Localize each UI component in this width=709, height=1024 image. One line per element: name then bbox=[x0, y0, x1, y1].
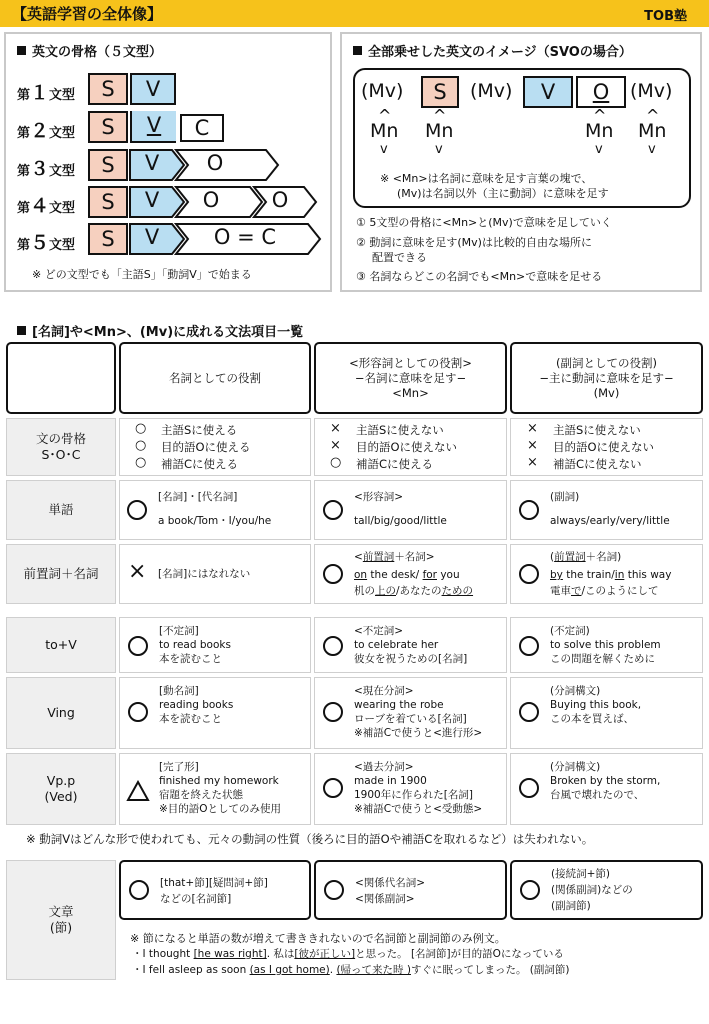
caret-up-icon: ^ bbox=[593, 106, 607, 125]
t: . bbox=[329, 964, 337, 976]
word-adv-b: always/early/very/little bbox=[550, 515, 670, 527]
soc-label: 文の骨格 bbox=[35, 431, 86, 446]
header-adj-l1: <形容詞としての役割> bbox=[349, 355, 472, 370]
caret-up-icon: ^ bbox=[433, 106, 447, 125]
pattern-label-part: １ bbox=[30, 82, 50, 104]
soc-mark: ○ bbox=[135, 421, 147, 436]
caret-down-icon: v bbox=[380, 142, 388, 157]
o-box-text: O bbox=[592, 80, 610, 104]
pattern-label-part: 文型 bbox=[49, 88, 76, 103]
t: this way bbox=[624, 569, 672, 581]
t: (帰って来た時 ) bbox=[336, 964, 411, 976]
soc-text: 補語Cに使えない bbox=[553, 457, 642, 471]
row-label-ving bbox=[6, 677, 116, 749]
cell-line: to solve this problem bbox=[550, 639, 661, 651]
soc-mark: × bbox=[527, 455, 538, 470]
t: ・I thought bbox=[132, 948, 194, 960]
cell-line: [不定詞] bbox=[159, 625, 199, 637]
clause-example-2 bbox=[132, 962, 570, 977]
t: [he was right] bbox=[193, 948, 267, 960]
t: . 私は bbox=[266, 948, 295, 960]
bullet-square-icon bbox=[17, 326, 26, 335]
pattern-v-text: V bbox=[144, 151, 160, 175]
pattern-label-part: 第 bbox=[17, 201, 31, 216]
soc-text: 補語Cに使える bbox=[161, 457, 239, 471]
page-title: 【英語学習の全体像】 bbox=[12, 5, 163, 23]
point-2: ② 動詞に意味を足す(Mv)は比較的自由な場所に bbox=[356, 236, 592, 249]
word-noun-b: a book/Tom・I/you/he bbox=[158, 515, 272, 527]
pattern-label-part: 第 bbox=[17, 88, 31, 103]
circle-mark-icon bbox=[323, 778, 343, 798]
pattern-v-text: V bbox=[146, 113, 162, 137]
circle-mark-icon bbox=[519, 636, 539, 656]
pattern-label-part: 第 bbox=[17, 126, 31, 141]
t: /このようにして bbox=[581, 585, 659, 597]
brand-label: TOB塾 bbox=[644, 9, 687, 24]
t: /あなたの bbox=[396, 585, 442, 597]
t: ＋名詞) bbox=[585, 551, 622, 563]
pattern-label-part: ２ bbox=[30, 120, 50, 142]
t: 机の bbox=[354, 585, 375, 597]
soc-text: 主語Sに使えない bbox=[553, 423, 641, 437]
pattern-v-box: V bbox=[130, 73, 176, 105]
cell-line: [動名詞] bbox=[159, 685, 199, 697]
word-adj-a: <形容詞> bbox=[354, 491, 404, 503]
t: ための bbox=[441, 585, 474, 597]
circle-mark-icon bbox=[129, 880, 149, 900]
pattern-s-box: S bbox=[88, 223, 128, 255]
circle-mark-icon bbox=[519, 500, 539, 520]
cell-line: <現在分詞> bbox=[354, 685, 414, 697]
point-2b: 配置できる bbox=[372, 251, 427, 264]
s-box: S bbox=[421, 76, 459, 108]
t: と思った。 [名詞節]が目的語Oになっている bbox=[355, 948, 564, 960]
cell-line: finished my homework bbox=[159, 775, 279, 787]
prep-noun-text: [名詞]にはなれない bbox=[158, 568, 251, 580]
t: the desk/ bbox=[367, 569, 423, 581]
table-title-text: [名詞]や<Mn>、(Mv)に成れる文法項目一覧 bbox=[32, 325, 304, 340]
svo-title bbox=[353, 41, 632, 60]
triangle-path bbox=[128, 782, 148, 800]
triangle-mark-icon bbox=[126, 780, 150, 802]
bullet-square-icon bbox=[353, 46, 362, 55]
clause-adv-3: (副詞節) bbox=[551, 900, 591, 912]
circle-mark-icon bbox=[323, 564, 343, 584]
cell-line: made in 1900 bbox=[354, 775, 427, 787]
cell-line: ローブを着ている[名詞] bbox=[354, 713, 467, 725]
svo-note-2: (Mv)は名詞以外（主に動詞）に意味を足す bbox=[397, 187, 609, 200]
mv-left: (Mv) bbox=[361, 80, 404, 102]
ving-label: Ving bbox=[47, 705, 75, 720]
soc-mark: × bbox=[330, 421, 341, 436]
pattern-label-part: 第 bbox=[17, 164, 31, 179]
clause-example-1 bbox=[132, 946, 564, 961]
word-adj-b: tall/big/good/little bbox=[354, 515, 447, 527]
clause-note: ※ 節になると単語の数が増えて書ききれないので名詞節と副詞節のみ例文。 bbox=[130, 932, 506, 945]
cell-line: 本を読むこと bbox=[159, 713, 222, 725]
circle-mark-icon bbox=[519, 778, 539, 798]
prep-adv-b bbox=[550, 568, 671, 582]
vpp-label2: (Ved) bbox=[44, 789, 78, 804]
header-adj-l2: −名詞に意味を足す− bbox=[354, 370, 467, 385]
circle-mark-icon bbox=[519, 564, 539, 584]
t: ＋名詞> bbox=[394, 551, 435, 563]
pattern-label-part: 文型 bbox=[49, 201, 76, 216]
five-patterns-title bbox=[17, 41, 162, 60]
pattern-v-text: V bbox=[144, 225, 160, 249]
cell-line: ※補語Cで使うと<進行形> bbox=[354, 727, 483, 739]
five-patterns-title-text: 英文の骨格（５文型） bbox=[32, 45, 163, 60]
mv-middle: (Mv) bbox=[470, 80, 513, 102]
header-adv bbox=[510, 342, 703, 414]
table-title bbox=[17, 321, 303, 340]
caret-down-icon: v bbox=[595, 142, 603, 157]
caret-up-icon: ^ bbox=[378, 106, 392, 125]
pattern-oc-text: O = C bbox=[213, 225, 277, 249]
cell-line: (分詞構文) bbox=[550, 761, 601, 773]
cell-line: この問題を解くために bbox=[550, 653, 655, 665]
circle-mark-icon bbox=[128, 636, 148, 656]
mn-label-2: Mn bbox=[425, 120, 454, 142]
cell-line: (不定詞) bbox=[550, 625, 590, 637]
t: for bbox=[422, 569, 437, 581]
cell-line: [完了形] bbox=[159, 761, 199, 773]
pattern-s-box: S bbox=[88, 186, 128, 218]
o-box bbox=[576, 76, 626, 108]
cell-line: Buying this book, bbox=[550, 699, 642, 711]
cell-line: 宿題を終えた状態 bbox=[159, 789, 243, 801]
cell-line: ※目的語Oとしてのみ使用 bbox=[159, 803, 282, 815]
header-adv-l1: (副詞としての役割) bbox=[556, 355, 657, 370]
soc-mark: × bbox=[330, 438, 341, 453]
soc-text: 目的語Oに使えない bbox=[356, 440, 458, 454]
soc-text: 補語Cに使える bbox=[356, 457, 434, 471]
circle-mark-icon bbox=[127, 500, 147, 520]
word-noun-cell bbox=[119, 480, 311, 540]
pattern-label-part: ５ bbox=[30, 232, 50, 254]
t: ・I fell asleep as soon bbox=[132, 964, 250, 976]
header-noun-text: 名詞としての役割 bbox=[169, 370, 261, 385]
caret-down-icon: v bbox=[435, 142, 443, 157]
pattern-c-box: C bbox=[180, 114, 224, 142]
row-label-tov bbox=[6, 617, 116, 673]
pattern-o2-text: O bbox=[271, 188, 289, 212]
soc-mark: × bbox=[527, 438, 538, 453]
cell-line: to celebrate her bbox=[354, 639, 439, 651]
cell-line: この本を買えば、 bbox=[550, 713, 634, 725]
clause-adj-1: <関係代名詞> bbox=[355, 877, 426, 889]
circle-mark-icon bbox=[323, 702, 343, 722]
point-3: ③ 名詞ならどこの名詞でも<Mn>で意味を足せる bbox=[356, 270, 603, 283]
cell-line: 彼女を祝うための[名詞] bbox=[354, 653, 468, 665]
mv-right: (Mv) bbox=[630, 80, 673, 102]
t: < bbox=[354, 551, 363, 563]
cell-line: wearing the robe bbox=[354, 699, 444, 711]
caret-up-icon: ^ bbox=[646, 106, 660, 125]
prep-adv-c bbox=[550, 584, 659, 598]
soc-text: 目的語Oに使えない bbox=[553, 440, 655, 454]
t: [彼が正しい] bbox=[294, 948, 356, 960]
pattern-label-part: 文型 bbox=[49, 126, 76, 141]
pattern-label-part: 文型 bbox=[49, 164, 76, 179]
row-label-prep bbox=[6, 544, 116, 604]
header-noun bbox=[119, 342, 311, 414]
t: すぐに眠ってしまった。 (副詞節) bbox=[410, 964, 570, 976]
clause-label: 文章 bbox=[48, 904, 74, 919]
cross-mark-icon: × bbox=[128, 559, 147, 584]
pattern-label-4 bbox=[17, 191, 75, 218]
mn-label-3: Mn bbox=[585, 120, 614, 142]
soc-mark: ○ bbox=[135, 438, 147, 453]
cell-line: <不定詞> bbox=[354, 625, 404, 637]
clause-label2: (節) bbox=[49, 920, 73, 935]
cell-line: 本を読むこと bbox=[159, 653, 222, 665]
clause-adv-1: (接続詞+節) bbox=[551, 868, 610, 880]
soc-label2: S･O･C bbox=[41, 447, 81, 462]
pattern-label-3 bbox=[17, 154, 75, 181]
soc-mark: × bbox=[527, 421, 538, 436]
t: 前置詞 bbox=[362, 551, 395, 563]
header-adv-l3: (Mv) bbox=[593, 385, 620, 400]
t: (as I got home) bbox=[249, 964, 330, 976]
header-adj-l3: <Mn> bbox=[392, 385, 429, 400]
vpp-label: Vp.p bbox=[46, 773, 76, 788]
t: 前置詞 bbox=[554, 551, 586, 563]
prep-adj-a bbox=[354, 550, 435, 564]
soc-mark: ○ bbox=[135, 455, 147, 470]
pattern-v-box bbox=[130, 111, 176, 143]
caret-down-icon: v bbox=[648, 142, 656, 157]
svo-note-1: ※ <Mn>は名詞に意味を足す言葉の塊で、 bbox=[380, 172, 593, 185]
cell-line: 1900年に作られた[名詞] bbox=[354, 789, 473, 801]
t: by bbox=[550, 569, 563, 581]
word-noun-a: [名詞]・[代名詞] bbox=[158, 491, 238, 503]
pattern-label-5 bbox=[17, 228, 75, 255]
verb-note: ※ 動詞Vはどんな形で使われても、元々の動詞の性質（後ろに目的語Oや補語Cを取れるなど）は失われない。 bbox=[26, 832, 594, 846]
pattern-o-text: O bbox=[206, 151, 224, 175]
mn-label-4: Mn bbox=[638, 120, 667, 142]
prep-adj-c bbox=[354, 584, 473, 598]
word-label: 単語 bbox=[48, 502, 74, 517]
pattern-s-box: S bbox=[88, 73, 128, 105]
bullet-square-icon bbox=[17, 46, 26, 55]
cell-line: (分詞構文) bbox=[550, 685, 601, 697]
pattern-label-part: 文型 bbox=[49, 238, 76, 253]
circle-mark-icon bbox=[128, 702, 148, 722]
clause-adj-2: <関係副詞> bbox=[355, 893, 415, 905]
prep-adv-a bbox=[550, 550, 621, 564]
circle-mark-icon bbox=[520, 880, 540, 900]
t: in bbox=[614, 569, 625, 581]
circle-mark-icon bbox=[323, 636, 343, 656]
circle-mark-icon bbox=[324, 880, 344, 900]
soc-text: 主語Sに使えない bbox=[356, 423, 444, 437]
t: you bbox=[437, 569, 460, 581]
circle-mark-icon bbox=[519, 702, 539, 722]
cell-line: 台風で壊れたので、 bbox=[550, 789, 645, 801]
header-blank-cell bbox=[6, 342, 116, 414]
t: the train/ bbox=[562, 569, 615, 581]
pattern-label-part: 第 bbox=[17, 238, 31, 253]
tov-label: to+V bbox=[45, 637, 77, 652]
t: で bbox=[571, 585, 582, 597]
header-adj bbox=[314, 342, 507, 414]
t: on bbox=[354, 569, 368, 581]
clause-adv-2: (関係副詞)などの bbox=[551, 884, 633, 896]
pattern-s-box: S bbox=[88, 149, 128, 181]
cell-line: <過去分詞> bbox=[354, 761, 414, 773]
pattern-label-1 bbox=[17, 78, 75, 105]
row-label-vpp bbox=[6, 753, 116, 825]
point-1: ① 5文型の骨格に<Mn>と(Mv)で意味を足していく bbox=[356, 216, 612, 229]
pattern-o-text: O bbox=[202, 188, 220, 212]
cell-line: ※補語Cで使うと<受動態> bbox=[354, 803, 483, 815]
row-label-clause bbox=[6, 860, 116, 980]
row-label-word bbox=[6, 480, 116, 540]
pattern-v-text: V bbox=[144, 188, 160, 212]
pattern-label-2 bbox=[17, 116, 75, 143]
clause-noun-1: [that+節][疑問詞+節] bbox=[160, 877, 268, 889]
t: 電車 bbox=[550, 585, 571, 597]
header-adv-l2: −主に動詞に意味を足す− bbox=[539, 370, 674, 385]
mn-label-1: Mn bbox=[370, 120, 399, 142]
soc-text: 目的語Oに使える bbox=[161, 440, 251, 454]
soc-mark: ○ bbox=[330, 455, 342, 470]
t: 上の bbox=[375, 585, 396, 597]
svo-title-text: 全部乗せした英文のイメージ（SVOの場合） bbox=[368, 45, 632, 60]
circle-mark-icon bbox=[323, 500, 343, 520]
prep-label: 前置詞＋名詞 bbox=[23, 566, 99, 581]
patterns-note: ※ どの文型でも「主語S」「動詞V」で始まる bbox=[32, 268, 252, 281]
cell-line: to read books bbox=[159, 639, 231, 651]
prep-adj-b bbox=[354, 568, 460, 582]
cell-line: reading books bbox=[159, 699, 234, 711]
clause-noun-2: などの[名詞節] bbox=[160, 893, 232, 905]
pattern-label-part: ３ bbox=[30, 158, 50, 180]
soc-text: 主語Sに使える bbox=[161, 423, 238, 437]
word-adv-a: (副詞) bbox=[550, 491, 580, 503]
pattern-s-box: S bbox=[88, 111, 128, 143]
t: ( bbox=[550, 551, 555, 563]
cell-line: Broken by the storm, bbox=[550, 775, 661, 787]
v-box: V bbox=[523, 76, 573, 108]
pattern-label-part: ４ bbox=[30, 195, 50, 217]
row-label-soc bbox=[6, 418, 116, 476]
